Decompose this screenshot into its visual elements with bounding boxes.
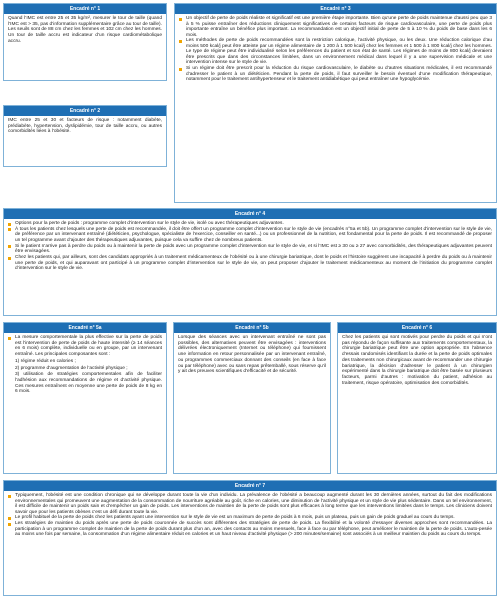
encadre-1-text: Quand l’IMC est entre 25 et 35 kg/m², mesurer le tour de taille (quand l’IMC est > 35, pas d’information supplémentaire grâce au tour de taille). Les seuils sont de 88 cm chez les femmes et 102 cm chez les hommes. Un tour de taille accru est indicateur d’un risque cardiométabolique accru. [8,16,162,44]
bullet-icon [179,18,182,21]
encadre-5b [173,322,331,474]
list-item-text: Les méthodes de perte de poids recommandées sont la restriction calorique, l’activité physique, ou les deux. Une réduction calorique d’au moins 500 kcal/j peut être atteinte par un régime alimentaire de 1 200 à 1 500 kcal/j chez les femmes et 1 500 à 1 800 kcal/j chez les hommes. Le type de régime peut être individualisé selon les préférences du patient et son état de santé. Les régimes de moins de 800 kcal/j devraient être prescrits que dans des circonstances limitées, dans un environnement médical dans lequel il y a une supervision médicale et une intervention intense sur le style de vie. [186,38,492,66]
bullet-icon [8,495,11,498]
encadre-5b-text: Lorsque des séances avec un intervenant entraîné ne sont pas possibles, des alternatives peuvent être envisagées : interventions délivrées électroniquement (Internet ou téléphone) qui fournissent une information en retour personnalisée par un intervenant entraîné, ou programmes commerciaux donnant des conseils (en face à face ou par téléphone) avec ou sans repas prêtemballé, sous réserve qu’il y ait des preuves scientifiques d’efficacité et de sécurité. [178,335,326,375]
encadre-3 [174,3,497,203]
encadre-5a [3,322,167,474]
bullet-icon [179,68,182,71]
list-item-text: À tous les patients chez lesquels une perte de poids est recommandée, il doit être offert un programme complet d’intervention sur le style de vie (encadrés n°5a et 5b). Un programme complet d’intervention sur le style de vie, de préférence par un intervenant entraîné (diététicien, psychologue, spécialiste de l’exercice, conseiller en santé...) ou un professionnel de la nutrition, est fondamental pour la perte de poids. Il est recommandé de proposer un tel programme avant d’ajouter des thérapeutiques adjuvantes, puisque cela va suffire chez de nombreux patients. [15,226,492,243]
list-item [8,227,492,244]
list-item-text: Options pour la perte de poids : programme complet d’intervention sur le style de vie, isolé ou avec thérapeutiques adjuvantes. [15,221,284,226]
list-item [8,244,492,255]
list-item-text: Les stratégies de maintien du poids après une perte de poids couronnée de succès sont différentes des stratégies de perte de poids. La flexibilité et la volonté d’essayer diverses approches sont recommandées. La participation à un programme complet de maintien de la perte de poids durant plus d’un an, avec des contacts au moins mensuels, face à face ou par téléphone, peut améliorer le maintien de la perte de poids. L’auto-pesée au moins une fois par semaine, la consommation d’un régime alimentaire réduit en calories et un haut niveau d’activité physique (> 200 minutes/semaine) sont associés à un meilleur maintien du poids au cours du temps. [15,521,492,538]
encadre-2 [3,105,167,167]
list-item [8,335,162,395]
encadre-7-title: Encadré n° 7 [4,481,496,491]
encadre-6-text: Chez les patients qui sont motivés pour perdre du poids et qui n’ont pas répondu de façon suffisante aux traitements comportementaux, la chirurgie bariatrique peut être une option appropriée. En l’absence d’essais randomisés identifiant la durée et la perte de poids optimales des traitements non chirurgicaux avant de recommander une chirurgie bariatrique, la décision d’adresser le patient à un chirurgien expérimenté dans la chirurgie bariatrique doit être basée sur plusieurs facteurs, parmi d’autres : motivation du patient, adhésion au traitement, risque opératoire, optimisation des comorbidités. [342,335,492,386]
list-item [179,16,492,38]
list-item-text: Chez les patients qui, par ailleurs, sont des candidats appropriés à un traitement médicamenteux de l’obésité ou à une chirurgie bariatrique, dont le poids et l’histoire suggèrent une incapacité à perdre du poids ou à maintenir une perte de poids, et qui auparavant ont participé à un programme complet d’intervention sur le style de vie, on peut proposer d’ajouter le traitement médicamenteux au moment de l’initiation du programme complet d’intervention sur le style de vie. [15,255,492,272]
bullet-icon [8,517,11,520]
list-item [8,255,492,272]
encadre-4-title: Encadré n° 4 [4,209,496,219]
encadre-1-title: Encadré n° 1 [4,4,166,14]
list-item-text: Un objectif de perte de poids réaliste et significatif est une première étape importante. Bien qu’une perte de poids maintenue d’aussi peu que 3 à 5 % puisse entraîner des réductions cliniquement significatives de certains facteurs de risque cardiovasculaire, une perte de poids plus importante entraîne un bénéfice plus important. La recommandation est un objectif initial de perte de 5 à 10 % du poids de base dans les 6 mois. [186,16,492,38]
list-item-text: Le profil habituel de la perte de poids chez les patients ayant une intervention sur le style de vie est un maximum de perte de poids à 6 mois, puis un plateau, puis un gain de poids graduel au cours du temps. [15,515,455,521]
bullet-icon [179,40,182,43]
encadre-3-list [179,16,492,83]
encadre-2-title: Encadré n° 2 [4,106,166,116]
encadre-7-list [8,493,492,538]
list-item [179,38,492,66]
encadre-4-list [8,221,492,272]
list-item [8,221,492,227]
list-item [179,66,492,83]
bullet-icon [8,523,11,526]
list-item [8,521,492,538]
encadre-4 [3,208,497,316]
encadre-5b-title: Encadré n° 5b [174,323,330,333]
list-item-text: Si le patient n’arrive pas à perdre du poids ou à maintenir la perte de poids avec un programme complet d’intervention sur le style de vie, et si l’IMC est ≥ 30 ou ≥ 27 avec comorbidités, des thérapeutiques adjuvantes peuvent être envisagées. [15,243,492,255]
bullet-icon [8,245,11,248]
bullet-icon [8,223,11,226]
encadre-3-title: Encadré n° 3 [175,4,496,14]
list-item-text: Si un régime doit être prescrit pour la réduction du risque cardiovasculaire, le diabète ou d’autres situations médicales, il est recommandé d’adresser le patient à un diététicien. Pendant la perte de poids, il faut surveiller le besoin éventuel d’une modification thérapeutique, notamment pour le traitement antihypertenseur et le traitement antidiabétique qui peut entraîner une hypoglycémie. [186,66,492,83]
encadre-5a-line: 3) utilisation de stratégies comportementales afin de faciliter l’adhésion aux recommandations de régime et d’activité physique. Ces mesures entraînent en moyenne une perte de poids de 8 kg en 6 mois. [15,372,162,395]
encadre-6-title: Encadré n° 6 [338,323,496,333]
bullet-icon [8,337,11,340]
encadre-5a-title: Encadré n° 5a [4,323,166,333]
encadre-7 [3,480,497,596]
bullet-icon [8,228,11,231]
encadre-5a-intro: La mesure comportementale la plus effective sur la perte de poids est l’intervention de perte de poids de haute intensité (≥ 14 séances en 6 mois) complète, individuelle ou en groupe, par un intervenant entraîné. Les principales composantes sont : [15,335,162,358]
encadre-1 [3,3,167,81]
encadre-5a-line: 1) régime réduit en calories ; [15,358,76,364]
bullet-icon [8,257,11,260]
list-item [8,493,492,515]
encadre-5a-line: 2) programme d’augmentation de l’activité physique ; [15,365,128,371]
encadre-2-text: IMC entre 25 et 30 et facteurs de risque : notamment diabète, prédiabète, hypertension, dyslipidémie, tour de taille accru, ou autres comorbidités liées à l’obésité. [8,118,162,135]
list-item-text: Typiquement, l’obésité est une condition chronique qui se développe durant toute la vie d’un individu. La prévalence de l’obésité a beaucoup augmenté durant les 30 dernières années, surtout du fait des modifications environnementales qui promeuvent une augmentation de la consommation de nourriture agréable au goût, riche en calories, une diminution de l’activité physique et un style de vie plus sédentaire. Dans un tel environnement, il est difficile de maintenir un poids sain et d’empêcher un gain de poids. Les interventions de maintien de la perte de poids sont plus efficaces à long terme que les interventions limitées dans le temps. Les cliniciens doivent savoir que pour les patients obèses c’est un défi durant toute la vie. [15,493,492,515]
encadre-6 [337,322,497,474]
